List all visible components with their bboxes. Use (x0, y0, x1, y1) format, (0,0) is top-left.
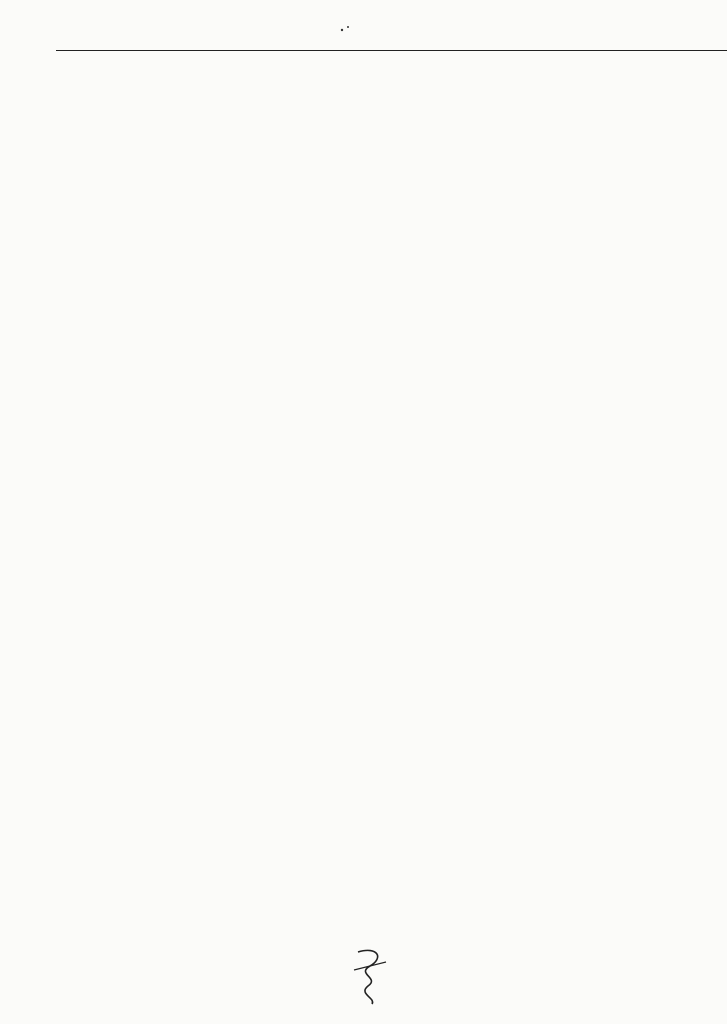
transfer-table (56, 50, 727, 967)
footer (0, 972, 727, 984)
